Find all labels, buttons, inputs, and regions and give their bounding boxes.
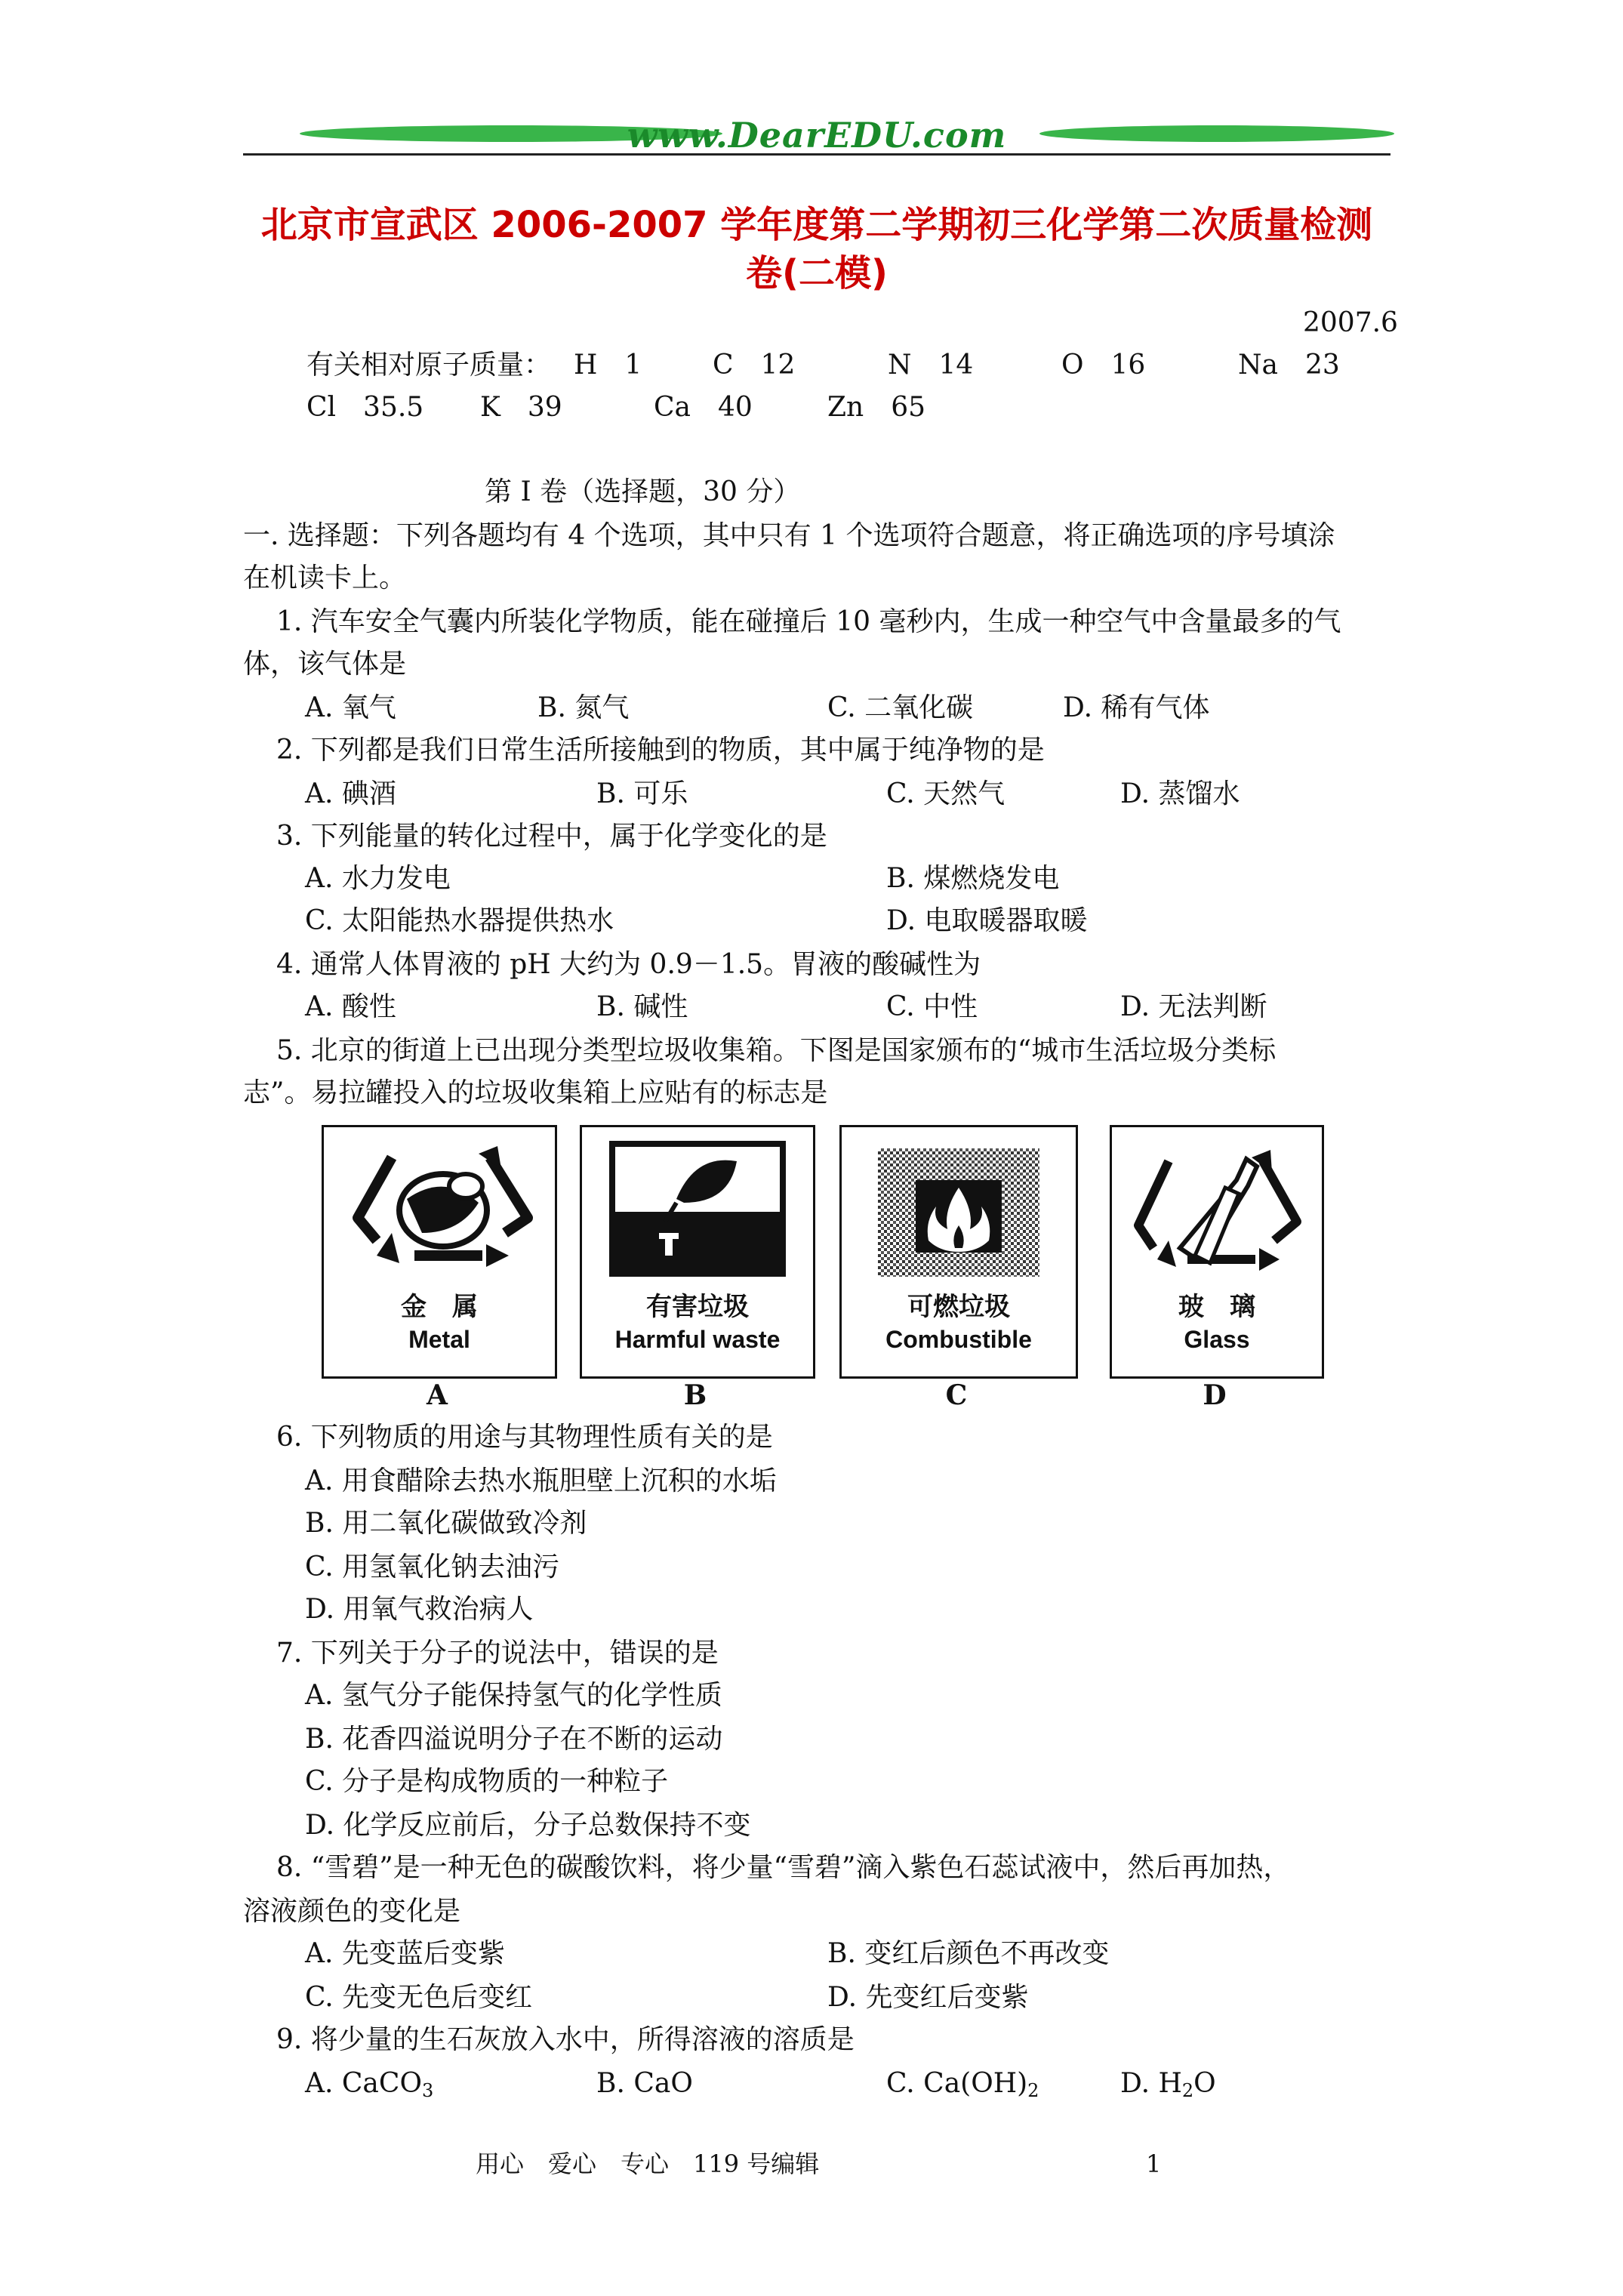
q6-stem: 6. 下列物质的用途与其物理性质有关的是 [276,1422,773,1453]
q1-option-b: B. 氮气 [537,692,630,723]
site-name: www.DearEDU.com [627,115,1007,156]
q8-stem-2: 溶液颜色的变化是 [243,1896,461,1927]
atomic-mass-n: N 14 [888,350,974,381]
sign-letter-d: D [1203,1379,1227,1411]
q6-option-b: B. 用二氧化碳做致冷剂 [305,1508,587,1539]
recycle-glass-icon [1112,1127,1322,1286]
q1-stem-1: 1. 汽车安全气囊内所装化学物质，能在碰撞后 10 毫秒内，生成一种空气中含量最多的气 [276,606,1341,637]
q4-stem: 4. 通常人体胃液的 pH 大约为 0.9－1.5。胃液的酸碱性为 [276,949,981,980]
sign-letter-c: C [945,1379,968,1411]
recycle-metal-icon [324,1127,555,1286]
sign-harmful-zh: 有害垃圾 [646,1292,749,1322]
q7-option-c: C. 分子是构成物质的一种粒子 [305,1766,669,1797]
atomic-mass-zn: Zn 65 [827,392,926,423]
atomic-mass-label: 有关相对原子质量： [306,350,552,381]
sign-combustible [839,1125,1078,1379]
q8-stem-1: 8. “雪碧”是一种无色的碳酸饮料，将少量“雪碧”滴入紫色石蕊试液中，然后再加热， [276,1852,1291,1883]
sign-combustible-en: Combustible [885,1326,1032,1353]
q1-option-d: D. 稀有气体 [1063,692,1210,723]
q1-option-c: C. 二氧化碳 [827,692,974,723]
sign-glass-zh: 玻 璃 [1178,1292,1255,1322]
sign-glass-en: Glass [1184,1326,1250,1353]
q2-option-c: C. 天然气 [886,778,1006,809]
sign-combustible-zh: 可燃垃圾 [907,1292,1010,1322]
q8-option-c: C. 先变无色后变红 [305,1982,533,2013]
q9-option-c-text: C. Ca(OH) [886,2068,1028,2099]
q7-option-b: B. 花香四溢说明分子在不断的运动 [305,1724,723,1755]
q3-stem: 3. 下列能量的转化过程中，属于化学变化的是 [276,821,827,852]
q7-option-a: A. 氢气分子能保持氢气的化学性质 [305,1680,722,1711]
q9-option-b-text: B. CaO [596,2068,693,2099]
exam-title-line2: 卷(二模) [746,252,888,294]
q9-option-a-sub: 3 [421,2080,434,2101]
q5-stem-1: 5. 北京的街道上已出现分类型垃圾收集箱。下图是国家颁布的“城市生活垃圾分类标 [276,1035,1277,1066]
sign-harmful-waste [580,1125,815,1379]
q8-option-a: A. 先变蓝后变紫 [305,1938,505,1969]
header-rule [243,153,1390,156]
section-intro-1: 一. 选择题：下列各题均有 4 个选项，其中只有 1 个选项符合题意，将正确选项的序号填涂 [243,520,1335,551]
q9-option-a [305,2067,433,2100]
q4-option-c: C. 中性 [886,991,978,1022]
q3-option-c: C. 太阳能热水器提供热水 [305,905,614,936]
atomic-mass-cl: Cl 35.5 [306,392,424,423]
q3-option-b: B. 煤燃烧发电 [886,863,1060,894]
q9-option-d [1120,2067,1216,2100]
sign-metal-en: Metal [408,1326,470,1353]
q5-stem-2: 志”。易拉罐投入的垃圾收集箱上应贴有的标志是 [243,1077,828,1108]
q4-option-b: B. 碱性 [596,991,688,1022]
sign-glass [1110,1125,1324,1379]
atomic-mass-ca: Ca 40 [654,392,753,423]
footer-text: 用心 爱心 专心 119 号编辑 [476,2150,820,2178]
q9-option-d-sub: 2 [1181,2080,1194,2101]
sign-harmful-en: Harmful waste [614,1326,781,1353]
q2-stem: 2. 下列都是我们日常生活所接触到的物质，其中属于纯净物的是 [276,735,1045,766]
sign-letter-b: B [683,1379,707,1411]
q1-option-a: A. 氧气 [305,692,396,723]
q8-option-b: B. 变红后颜色不再改变 [827,1938,1110,1969]
q6-option-d: D. 用氧气救治病人 [305,1594,534,1625]
q6-option-a: A. 用食醋除去热水瓶胆壁上沉积的水垢 [305,1465,777,1496]
exam-title-line1: 北京市宣武区 2006-2007 学年度第二学期初三化学第二次质量检测 [260,204,1373,246]
exam-date: 2007.6 [1303,307,1398,338]
page-number: 1 [1146,2150,1162,2178]
site-banner [243,113,1390,166]
q9-option-b [596,2067,693,2100]
q7-stem: 7. 下列关于分子的说法中，错误的是 [276,1638,719,1669]
atomic-mass-k: K 39 [480,392,562,423]
q8-option-d: D. 先变红后变紫 [827,1982,1029,2013]
q4-option-a: A. 酸性 [305,991,396,1022]
sign-letter-a: A [427,1379,448,1411]
q2-option-a: A. 碘酒 [305,778,396,809]
q6-option-c: C. 用氢氧化钠去油污 [305,1552,560,1583]
q4-option-d: D. 无法判断 [1120,991,1267,1022]
harmful-waste-icon [582,1127,813,1286]
q9-option-d-text: D. H [1120,2068,1182,2099]
atomic-mass-na: Na 23 [1238,350,1340,381]
atomic-mass-h: H 1 [574,350,642,381]
q1-stem-2: 体，该气体是 [243,649,407,680]
q2-option-d: D. 蒸馏水 [1120,778,1240,809]
section-intro-2: 在机读卡上。 [243,562,407,593]
q9-option-d-suffix: O [1193,2068,1216,2099]
q9-option-a-text: A. CaCO [305,2068,422,2099]
q3-option-d: D. 电取暖器取暖 [886,905,1088,936]
q3-option-a: A. 水力发电 [305,863,451,894]
section-heading: 第 I 卷（选择题，30 分） [485,476,801,507]
flame-icon [842,1127,1076,1286]
q9-stem: 9. 将少量的生石灰放入水中，所得溶液的溶质是 [276,2024,855,2055]
q7-option-d: D. 化学反应前后，分子总数保持不变 [305,1810,751,1841]
q9-option-c-sub: 2 [1027,2080,1039,2101]
sign-metal-zh: 金 属 [401,1292,478,1322]
sign-metal [322,1125,557,1379]
atomic-mass-o: O 16 [1061,350,1146,381]
atomic-mass-c: C 12 [713,350,796,381]
q2-option-b: B. 可乐 [596,778,688,809]
q9-option-c [886,2067,1039,2100]
